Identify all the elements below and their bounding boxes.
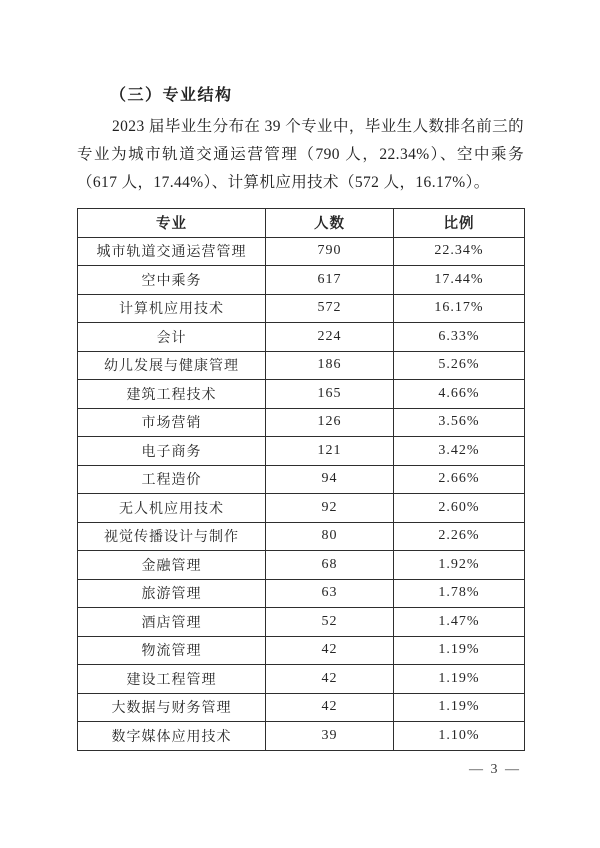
page-content <box>77 86 524 751</box>
table-row <box>78 323 525 352</box>
table-row <box>78 693 525 722</box>
ratio-column-header: 比例 <box>394 209 525 238</box>
major-cell: 工程造价 <box>78 465 266 494</box>
major-cell: 物流管理 <box>78 636 266 665</box>
major-cell: 数字媒体应用技术 <box>78 722 266 751</box>
count-cell: 39 <box>266 722 394 751</box>
ratio-cell: 6.33% <box>394 323 525 352</box>
table-row <box>78 608 525 637</box>
table-row <box>78 579 525 608</box>
table-row <box>78 665 525 694</box>
major-cell: 旅游管理 <box>78 579 266 608</box>
ratio-cell: 2.60% <box>394 494 525 523</box>
major-cell: 无人机应用技术 <box>78 494 266 523</box>
major-cell: 幼儿发展与健康管理 <box>78 351 266 380</box>
majors-table <box>77 208 525 751</box>
major-cell: 酒店管理 <box>78 608 266 637</box>
count-cell: 186 <box>266 351 394 380</box>
count-cell: 63 <box>266 579 394 608</box>
ratio-cell: 3.56% <box>394 408 525 437</box>
ratio-cell: 1.92% <box>394 551 525 580</box>
table-row <box>78 465 525 494</box>
table-header-row <box>78 209 525 238</box>
ratio-cell: 2.66% <box>394 465 525 494</box>
table-row <box>78 266 525 295</box>
count-cell: 68 <box>266 551 394 580</box>
ratio-cell: 3.42% <box>394 437 525 466</box>
major-column-header: 专业 <box>78 209 266 238</box>
major-cell: 电子商务 <box>78 437 266 466</box>
intro-paragraph: 2023 届毕业生分布在 39 个专业中，毕业生人数排名前三的专业为城市轨道交通运营管理（790 人，22.34%）、空中乘务（617 人，17.44%）、计算机应用技术（572 人，16.17%）。 <box>77 118 524 191</box>
count-cell: 617 <box>266 266 394 295</box>
table-row <box>78 636 525 665</box>
major-cell: 城市轨道交通运营管理 <box>78 237 266 266</box>
ratio-cell: 1.78% <box>394 579 525 608</box>
ratio-cell: 1.47% <box>394 608 525 637</box>
count-cell: 126 <box>266 408 394 437</box>
table-row <box>78 294 525 323</box>
ratio-cell: 1.19% <box>394 636 525 665</box>
table-row <box>78 494 525 523</box>
count-cell: 790 <box>266 237 394 266</box>
count-cell: 52 <box>266 608 394 637</box>
table-row <box>78 237 525 266</box>
count-cell: 165 <box>266 380 394 409</box>
count-cell: 80 <box>266 522 394 551</box>
table-head <box>78 209 525 238</box>
ratio-cell: 22.34% <box>394 237 525 266</box>
page-number: — 3 — <box>469 762 521 777</box>
ratio-cell: 1.19% <box>394 693 525 722</box>
major-cell: 建筑工程技术 <box>78 380 266 409</box>
table-row <box>78 380 525 409</box>
count-column-header: 人数 <box>266 209 394 238</box>
ratio-cell: 16.17% <box>394 294 525 323</box>
count-cell: 572 <box>266 294 394 323</box>
ratio-cell: 5.26% <box>394 351 525 380</box>
major-cell: 市场营销 <box>78 408 266 437</box>
count-cell: 42 <box>266 665 394 694</box>
major-cell: 建设工程管理 <box>78 665 266 694</box>
count-cell: 42 <box>266 636 394 665</box>
major-cell: 空中乘务 <box>78 266 266 295</box>
table-row <box>78 437 525 466</box>
table-row <box>78 351 525 380</box>
count-cell: 42 <box>266 693 394 722</box>
major-cell: 大数据与财务管理 <box>78 693 266 722</box>
table-row <box>78 722 525 751</box>
ratio-cell: 2.26% <box>394 522 525 551</box>
ratio-cell: 17.44% <box>394 266 525 295</box>
ratio-cell: 4.66% <box>394 380 525 409</box>
major-cell: 视觉传播设计与制作 <box>78 522 266 551</box>
section-heading: （三）专业结构 <box>110 87 233 104</box>
count-cell: 92 <box>266 494 394 523</box>
table-row <box>78 551 525 580</box>
ratio-cell: 1.10% <box>394 722 525 751</box>
count-cell: 121 <box>266 437 394 466</box>
ratio-cell: 1.19% <box>394 665 525 694</box>
major-cell: 金融管理 <box>78 551 266 580</box>
major-cell: 计算机应用技术 <box>78 294 266 323</box>
count-cell: 224 <box>266 323 394 352</box>
count-cell: 94 <box>266 465 394 494</box>
table-row <box>78 408 525 437</box>
table-row <box>78 522 525 551</box>
major-cell: 会计 <box>78 323 266 352</box>
table-body <box>78 237 525 750</box>
